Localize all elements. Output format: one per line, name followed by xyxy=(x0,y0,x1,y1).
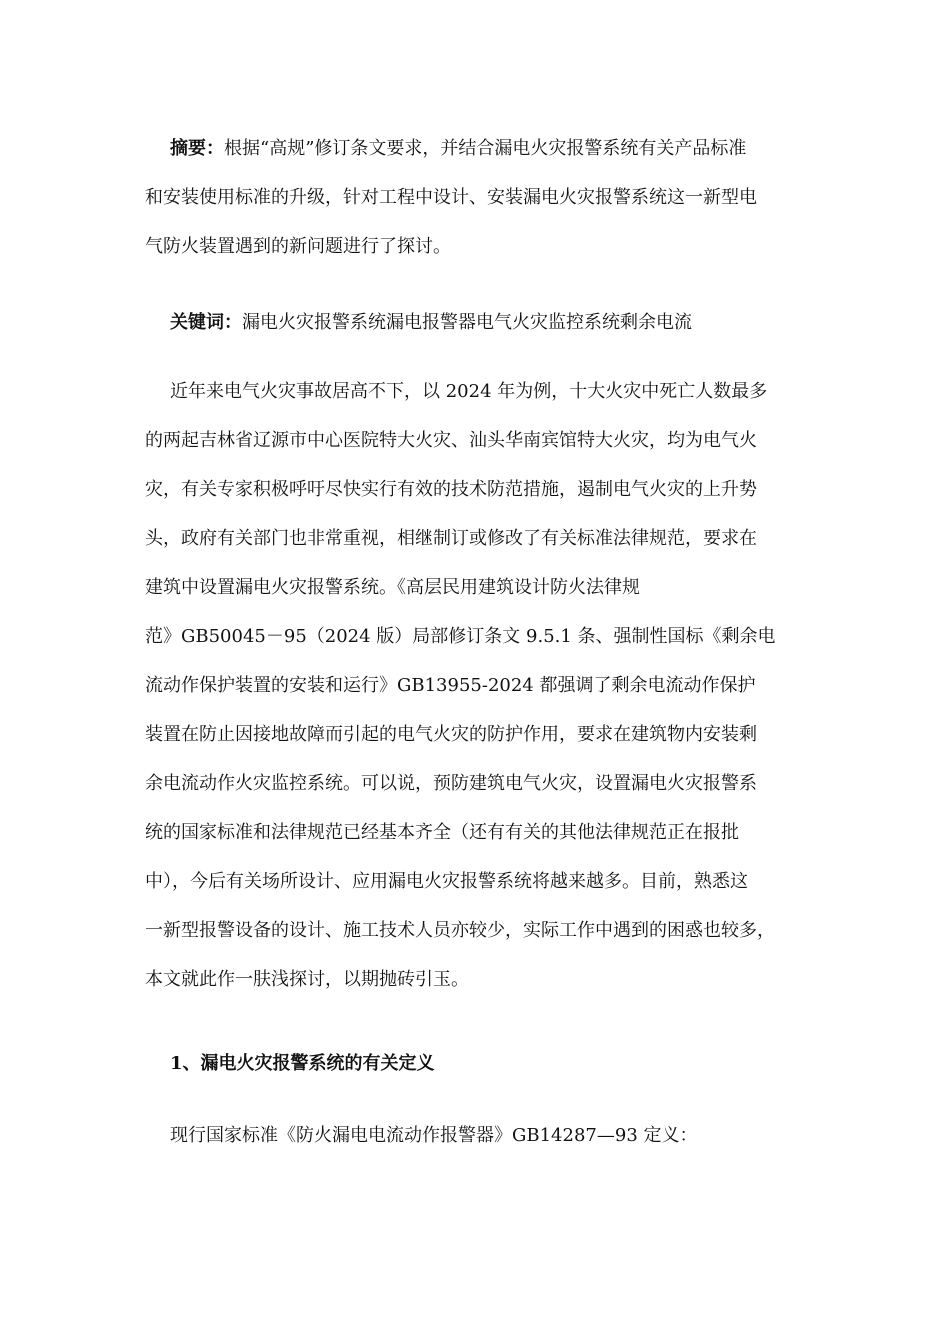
section-paragraph xyxy=(145,1111,810,1160)
abstract-line xyxy=(145,124,810,173)
intro-line: 统的国家标准和法律规范已经基本齐全（还有有关的其他法律规范正在报批 xyxy=(145,822,739,843)
abstract-line: 气防火装置遇到的新问题进行了探讨。 xyxy=(145,236,451,257)
abstract-line: 和安装使用标准的升级，针对工程中设计、安装漏电火灾报警系统这一新型电 xyxy=(145,187,757,208)
intro-line: 范》GB50045－95（2024 版）局部修订条文 9.5.1 条、强制性国标《剩余电 xyxy=(145,626,776,647)
intro-line: 一新型报警设备的设计、施工技术人员亦较少，实际工作中遇到的困惑也较多， xyxy=(145,920,775,941)
section-heading xyxy=(145,1039,810,1088)
keywords-line xyxy=(145,298,810,347)
intro-line: 装置在防止因接地故障而引起的电气火灾的防护作用，要求在建筑物内安装剩 xyxy=(145,724,757,745)
keywords-text: 漏电火灾报警系统漏电报警器电气火灾监控系统剩余电流 xyxy=(242,312,692,333)
intro-line: 头，政府有关部门也非常重视，相继制订或修改了有关标准法律规范，要求在 xyxy=(145,528,757,549)
intro-line: 中），今后有关场所设计、应用漏电火灾报警系统将越来越多。目前，熟悉这 xyxy=(145,871,748,892)
abstract-paragraph xyxy=(145,124,810,271)
keywords-label: 关键词： xyxy=(170,312,242,333)
intro-paragraph xyxy=(145,367,810,1004)
abstract-text: 根据“高规”修订条文要求，并结合漏电火灾报警系统有关产品标准 xyxy=(224,138,747,159)
intro-line: 流动作保护装置的安装和运行》GB13955-2024 都强调了剩余电流动作保护 xyxy=(145,675,756,696)
intro-line: 灾，有关专家积极呼吁尽快实行有效的技术防范措施，遏制电气火灾的上升势 xyxy=(145,479,757,500)
intro-line: 本文就此作一肤浅探讨，以期抛砖引玉。 xyxy=(145,969,469,990)
intro-line: 余电流动作火灾监控系统。可以说，预防建筑电气火灾，设置漏电火灾报警系 xyxy=(145,773,757,794)
intro-line: 近年来电气火灾事故居高不下，以 2024 年为例，十大火灾中死亡人数最多 xyxy=(170,381,768,402)
intro-line: 的两起吉林省辽源市中心医院特大火灾、汕头华南宾馆特大火灾，均为电气火 xyxy=(145,430,757,451)
keywords-paragraph xyxy=(145,298,810,347)
abstract-label: 摘要： xyxy=(170,138,224,159)
section-heading-text: 1、漏电火灾报警系统的有关定义 xyxy=(170,1053,435,1074)
section-text: 现行国家标准《防火漏电电流动作报警器》GB14287—93 定义： xyxy=(170,1125,698,1146)
intro-line: 建筑中设置漏电火灾报警系统。《高层民用建筑设计防火法律规 xyxy=(145,577,640,598)
